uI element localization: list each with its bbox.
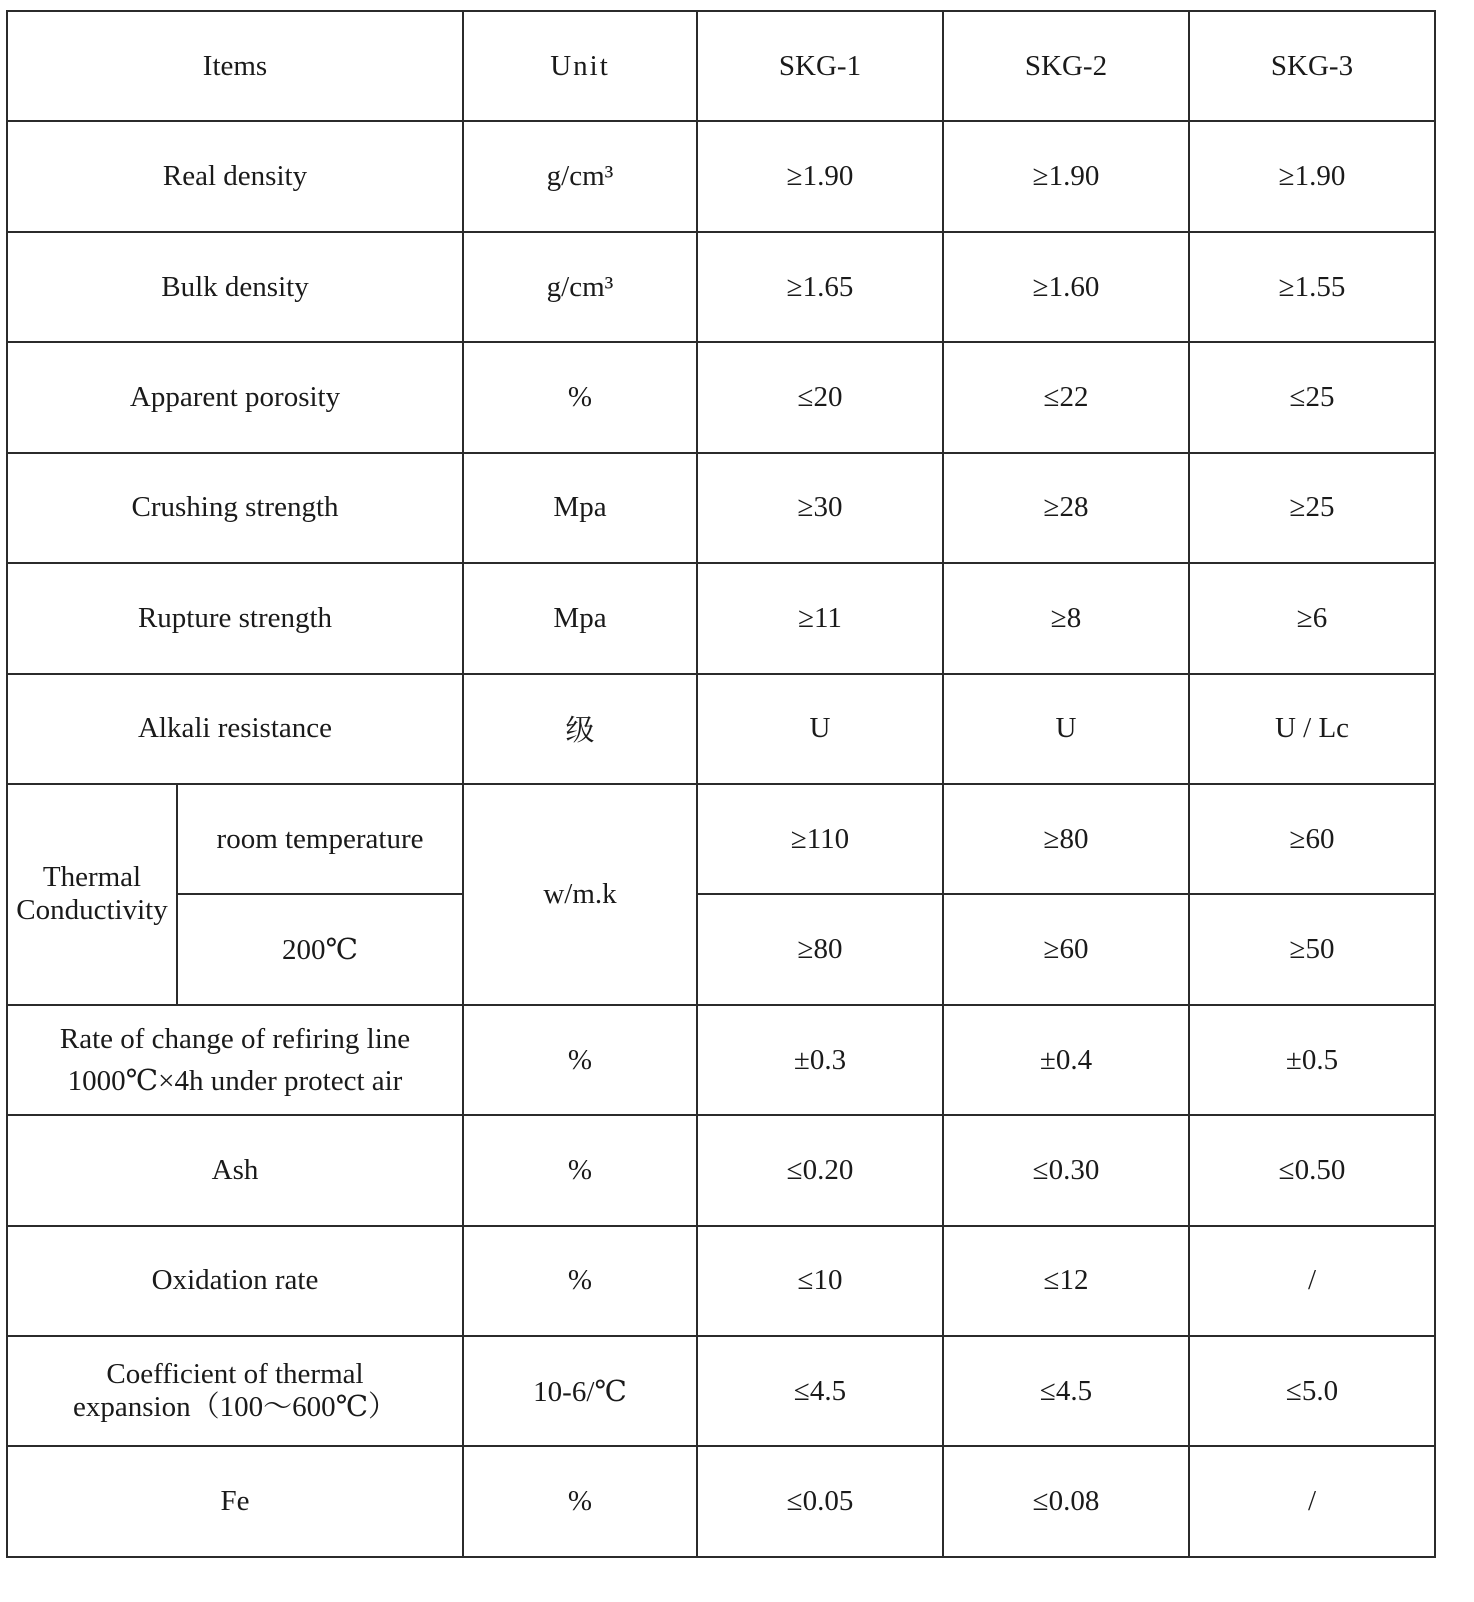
table-row (7, 453, 1435, 563)
value-cell: ≥1.90 (943, 121, 1189, 231)
item-cell: Oxidation rate (7, 1226, 463, 1336)
thermal-label-line1: Thermal (42, 861, 142, 894)
value-cell: ≤4.5 (697, 1336, 943, 1446)
unit-cell: w/m.k (463, 784, 697, 1005)
item-cell (7, 1336, 463, 1446)
unit-cell: Mpa (463, 453, 697, 563)
value-cell: / (1189, 1226, 1435, 1336)
value-cell: ≤22 (943, 342, 1189, 452)
table-row (7, 1005, 1435, 1115)
table-row (7, 563, 1435, 673)
value-cell: ≥80 (697, 894, 943, 1004)
expansion-line2: expansion（100～600℃） (72, 1391, 398, 1424)
header-skg-2: SKG-2 (943, 11, 1189, 121)
value-cell: ≥1.60 (943, 232, 1189, 342)
value-cell: ≤5.0 (1189, 1336, 1435, 1446)
value-cell: / (1189, 1446, 1435, 1557)
specification-table (6, 10, 1436, 1558)
item-cell: Alkali resistance (7, 674, 463, 784)
header-items: Items (7, 11, 463, 121)
value-cell: ≥8 (943, 563, 1189, 673)
table-row (7, 1226, 1435, 1336)
unit-cell: % (463, 342, 697, 452)
value-cell: ≥30 (697, 453, 943, 563)
item-cell: Real density (7, 121, 463, 231)
table-row (7, 342, 1435, 452)
unit-cell: g/cm³ (463, 232, 697, 342)
value-cell: ≥80 (943, 784, 1189, 894)
value-cell: ≥1.65 (697, 232, 943, 342)
value-cell: ≤0.20 (697, 1115, 943, 1225)
item-cell: Ash (7, 1115, 463, 1225)
value-cell: U (697, 674, 943, 784)
table-row (7, 1446, 1435, 1557)
value-cell: ≥110 (697, 784, 943, 894)
value-cell: ≤0.08 (943, 1446, 1189, 1557)
condition-cell: 200℃ (177, 894, 463, 1004)
value-cell: ±0.4 (943, 1005, 1189, 1115)
header-unit: Unit (463, 11, 697, 121)
unit-cell: % (463, 1226, 697, 1336)
value-cell: ≥1.90 (1189, 121, 1435, 231)
unit-cell: Mpa (463, 563, 697, 673)
refiring-line2: 1000℃×4h under protect air (67, 1065, 403, 1097)
item-cell: Rupture strength (7, 563, 463, 673)
value-cell: ≥25 (1189, 453, 1435, 563)
item-cell: Fe (7, 1446, 463, 1557)
item-cell: Crushing strength (7, 453, 463, 563)
value-cell: ≤4.5 (943, 1336, 1189, 1446)
value-cell: ≥28 (943, 453, 1189, 563)
table-row (7, 1336, 1435, 1446)
condition-cell: room temperature (177, 784, 463, 894)
item-cell: Bulk density (7, 232, 463, 342)
value-cell: ≥60 (1189, 784, 1435, 894)
table-row (7, 1115, 1435, 1225)
value-cell: ≤0.30 (943, 1115, 1189, 1225)
unit-cell: % (463, 1005, 697, 1115)
header-skg-3: SKG-3 (1189, 11, 1435, 121)
value-cell: ≥50 (1189, 894, 1435, 1004)
value-cell: ≥11 (697, 563, 943, 673)
value-cell: ≤0.05 (697, 1446, 943, 1557)
header-row (7, 11, 1435, 121)
value-cell: ≥1.90 (697, 121, 943, 231)
value-cell: U (943, 674, 1189, 784)
value-cell: U / Lc (1189, 674, 1435, 784)
value-cell: ≥6 (1189, 563, 1435, 673)
value-cell: ±0.3 (697, 1005, 943, 1115)
header-skg-1: SKG-1 (697, 11, 943, 121)
value-cell: ≤12 (943, 1226, 1189, 1336)
value-cell: ≤10 (697, 1226, 943, 1336)
table-row (7, 894, 1435, 1004)
table-row (7, 674, 1435, 784)
value-cell: ±0.5 (1189, 1005, 1435, 1115)
value-cell: ≥60 (943, 894, 1189, 1004)
table-row (7, 232, 1435, 342)
item-cell: Apparent porosity (7, 342, 463, 452)
refiring-line1: Rate of change of refiring line (59, 1022, 411, 1055)
item-cell (7, 1005, 463, 1115)
thermal-label-line2: Conductivity (16, 894, 168, 927)
value-cell: ≤0.50 (1189, 1115, 1435, 1225)
table-row (7, 784, 1435, 894)
value-cell: ≥1.55 (1189, 232, 1435, 342)
table-row (7, 121, 1435, 231)
thermal-conductivity-label (7, 784, 177, 1005)
unit-cell: 级 (463, 674, 697, 784)
unit-cell: 10-6/℃ (463, 1336, 697, 1446)
unit-cell: % (463, 1115, 697, 1225)
unit-cell: g/cm³ (463, 121, 697, 231)
unit-cell: % (463, 1446, 697, 1557)
expansion-line1: Coefficient of thermal (106, 1357, 364, 1390)
value-cell: ≤20 (697, 342, 943, 452)
value-cell: ≤25 (1189, 342, 1435, 452)
